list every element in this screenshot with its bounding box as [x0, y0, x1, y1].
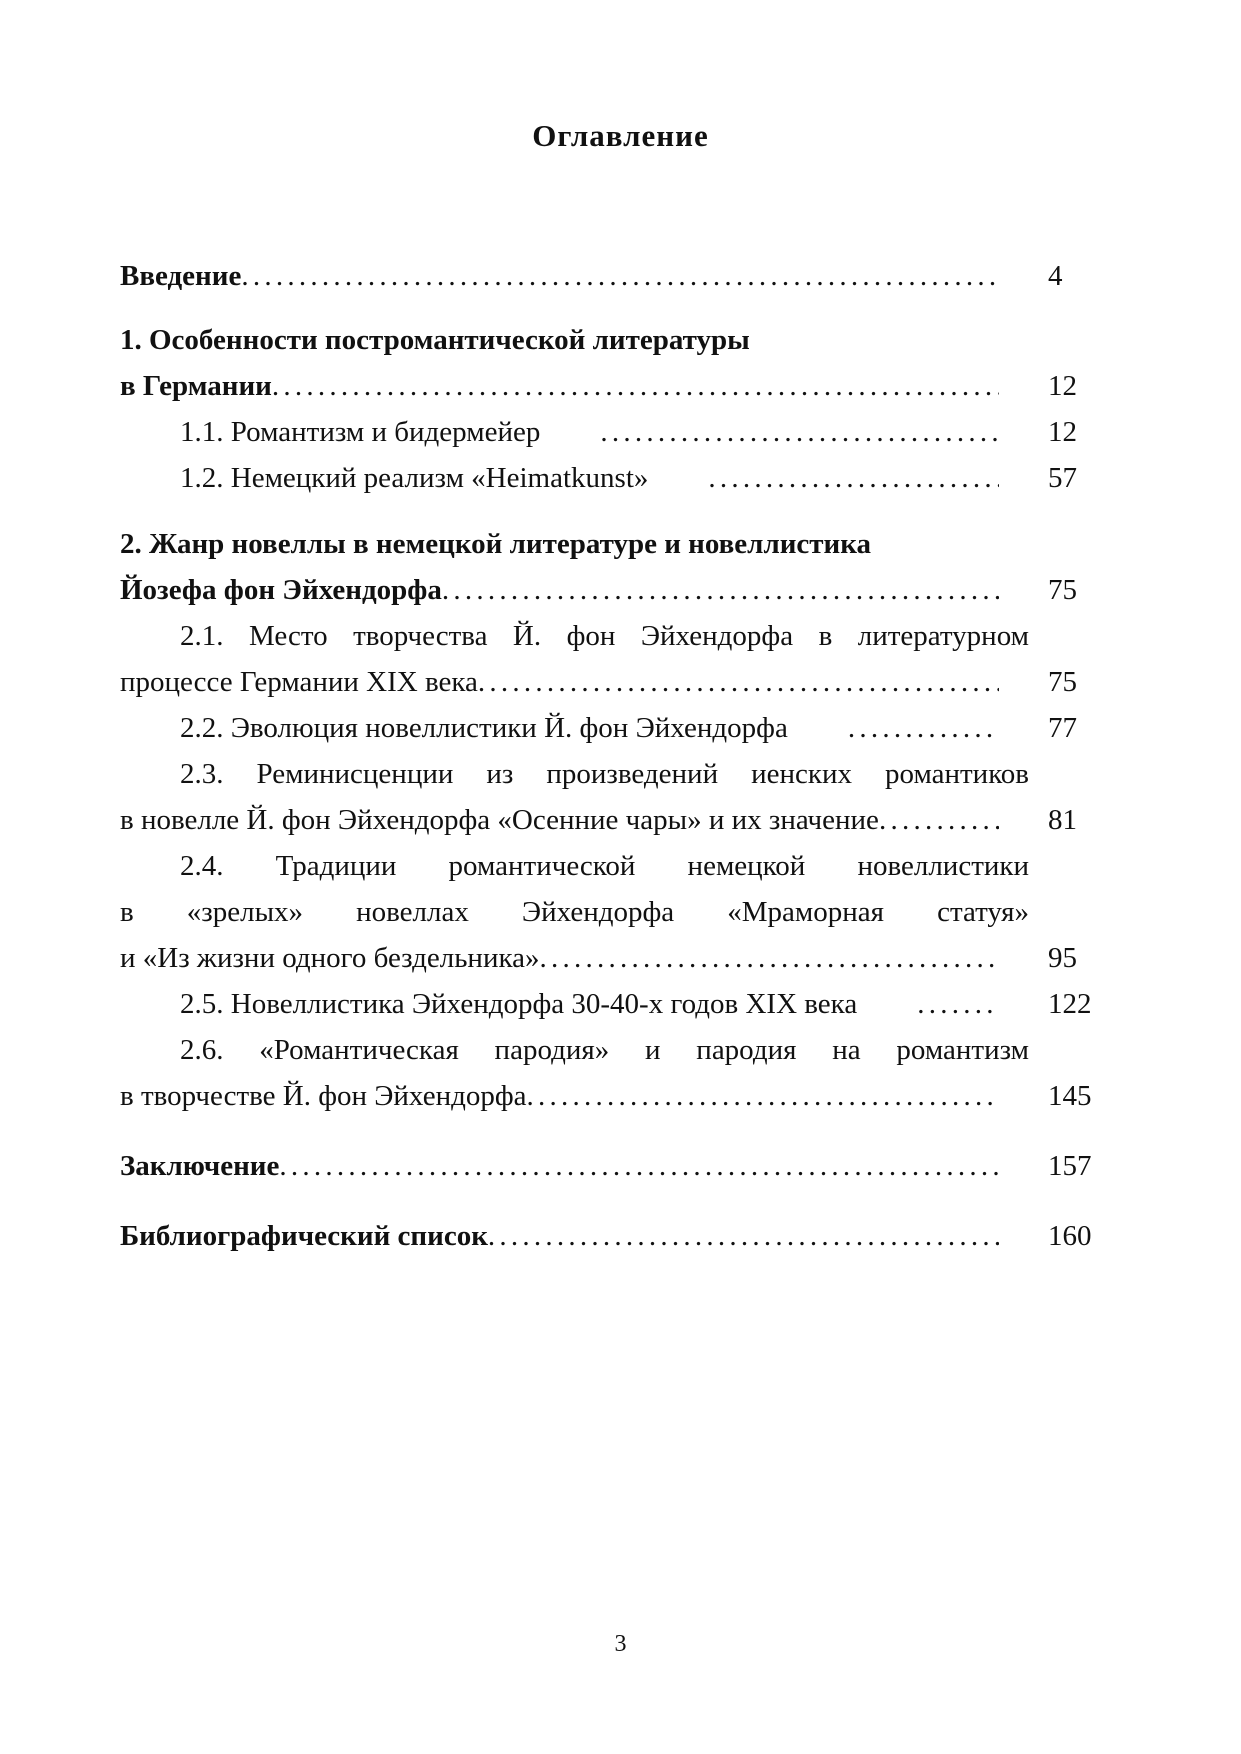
toc-page-number: 77 — [1048, 712, 1077, 744]
toc-section-2-1-cont[interactable] — [120, 662, 1029, 702]
toc-page-number: 12 — [1048, 370, 1077, 402]
toc-page-number: 160 — [1048, 1220, 1092, 1252]
toc-page-number: 145 — [1048, 1080, 1092, 1112]
toc-section-2-1[interactable]: 2.1. Место творчества Й. фон Эйхендорфа в литературном — [180, 620, 1029, 652]
toc-entry-label: в новелле Й. фон Эйхендорфа «Осенние чары» и их значение — [120, 804, 879, 836]
toc-page-number: 75 — [1048, 666, 1077, 698]
toc-entry-label: Библиографический список — [120, 1220, 488, 1252]
toc-section-2-3-cont[interactable] — [120, 800, 1029, 840]
toc-section-2-6[interactable]: 2.6. «Романтическая пародия» и пародия на романтизм — [180, 1034, 1029, 1066]
toc-entry-label: 1.1. Романтизм и бидермейер — [180, 416, 541, 448]
toc-entry-conclusion[interactable] — [120, 1146, 1029, 1186]
toc-section-1-1[interactable] — [120, 412, 1029, 452]
toc-section-2-6-cont[interactable] — [120, 1076, 1029, 1116]
toc-page-number: 4 — [1048, 260, 1063, 292]
toc-entry-label: Йозефа фон Эйхендорфа — [120, 574, 442, 606]
page-number: 3 — [614, 1631, 627, 1657]
toc-section-2-3[interactable]: 2.3. Реминисценции из произведений иенских романтиков — [180, 758, 1029, 790]
toc-entry-label: процессе Германии XIX века — [120, 666, 478, 698]
toc-entry-label: Заключение — [120, 1150, 280, 1182]
toc-entry-label: и «Из жизни одного бездельника» — [120, 942, 540, 974]
toc-page-number: 57 — [1048, 462, 1077, 494]
toc-page-number: 122 — [1048, 988, 1092, 1020]
toc-chapter-2-title[interactable]: 2. Жанр новеллы в немецкой литературе и новеллистика — [120, 528, 872, 560]
toc-page-number: 157 — [1048, 1150, 1092, 1182]
toc-section-1-2[interactable] — [120, 458, 1029, 498]
toc-chapter-1-title-cont[interactable] — [120, 366, 1029, 406]
toc-chapter-1-title[interactable]: 1. Особенности постромантической литературы — [120, 324, 750, 356]
toc-page-number: 81 — [1048, 804, 1077, 836]
toc-entry-label: в творчестве Й. фон Эйхендорфа — [120, 1080, 527, 1112]
toc-entry-label: 1.2. Немецкий реализм «Heimatkunst» — [180, 462, 649, 494]
toc-section-2-4[interactable]: 2.4. Традиции романтической немецкой новеллистики — [180, 850, 1029, 882]
toc-section-2-5[interactable] — [120, 984, 1029, 1024]
toc-page-number: 12 — [1048, 416, 1077, 448]
toc-section-2-4-cont[interactable] — [120, 938, 1029, 978]
toc-page-number: 95 — [1048, 942, 1077, 974]
toc-entry-label: Введение — [120, 260, 242, 292]
toc-entry-bibliography[interactable] — [120, 1216, 1029, 1256]
toc-entry-intro[interactable] — [120, 256, 1029, 296]
toc-entry-label: 2.5. Новеллистика Эйхендорфа 30-40-х годов XIX века — [180, 988, 858, 1020]
toc-entry-label: 2.2. Эволюция новеллистики Й. фон Эйхендорфа — [180, 712, 788, 744]
toc-chapter-2-title-cont[interactable] — [120, 570, 1029, 610]
toc-section-2-4-cont[interactable]: в «зрелых» новеллах Эйхендорфа «Мраморная статуя» — [120, 896, 1029, 928]
toc-entry-label: в Германии — [120, 370, 272, 402]
page-title: Оглавление — [532, 118, 709, 153]
toc-page-number: 75 — [1048, 574, 1077, 606]
toc-section-2-2[interactable] — [120, 708, 1029, 748]
